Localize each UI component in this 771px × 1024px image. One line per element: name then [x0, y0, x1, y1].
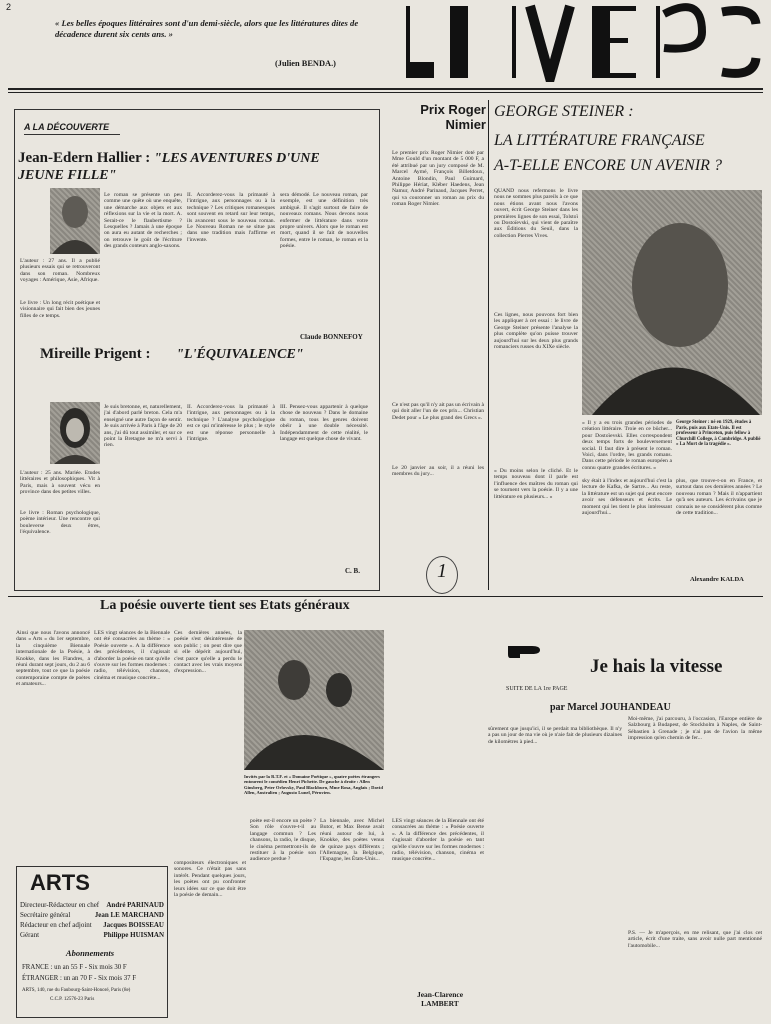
suite-label: SUITE DE LA 1re PAGE [506, 686, 568, 692]
portrait-figure [50, 402, 100, 464]
steiner-title-1: LA LITTÉRATURE FRANÇAISE [494, 132, 705, 149]
page-number: 2 [6, 2, 12, 12]
poesie-title: La poésie ouverte tient ses Etats généraux [100, 598, 350, 613]
staff-name: Jacques BOISSEAU [103, 921, 164, 929]
hallier-headline [18, 150, 368, 184]
prigent-summary: Le livre : Roman psychologique, poème intérieur. Une rencontre qui bouleverse deux êtres, l'équivalence. [20, 510, 100, 536]
portrait-figure [50, 188, 100, 254]
poesie-caption: Invités par la R.T.F. et « Domaine Poétique », quatre poètes étrangers entourent le comédien Henri Pichette. De gauche à droite : Allen Ginsberg, Peter Orlovsky, Paul Blackburn, Mme Rosa, Anglais ; David Allen, Australien ; Augusto Lunel, Péruvien. [244, 774, 383, 796]
staff-role: Directeur-Rédacteur en chef [20, 901, 100, 909]
steiner-signature: Alexandre KALDA [690, 576, 744, 583]
poesie-body-6: LES vingt séances de la Biennale ont été consacrées au thème : « Poésie ouverte ». A la différence des précédentes, il s'agissait d'aborder la poésie en tant qu'elle s'ouvre sur les formes modernes : radio, télévision, chanson, cinéma et musique concrète... [392, 818, 484, 863]
arts-staff-list [20, 900, 164, 940]
section-label: A LA DÉCOUVERTE [24, 122, 120, 135]
steiner-body-4: « Du moins selon le cliché. Et le temps nouveau dont il parle est l'influence des maîtres du roman qui se tournent vers la poésie. Il y a une littérature en plusieurs... » [494, 468, 578, 500]
jouhandeau-title: Je hais la vitesse [590, 656, 723, 677]
arts-logo: ARTS [30, 870, 90, 895]
arts-staff-row [20, 910, 164, 920]
quote-author: (Julien BENDA.) [275, 59, 336, 68]
prigent-bio: L'auteur : 25 ans. Mariée. Etudes littéraires et philosophiques. Vit à Paris, mais à souvent vécu en province dans des petites villes. [20, 470, 100, 496]
steiner-photo [582, 190, 762, 415]
staff-name: Philippe HUISMAN [103, 931, 164, 939]
staff-role: Rédacteur en chef adjoint [20, 921, 92, 929]
hallier-body-2: II. Accorderez-vous la primauté à l'intrigue, aux personnages ou à la technique ? Les critiques romanesques sont souvent en retard sur leur temps, ils avancent sous le nouveau roman. Le Nouveau Roman ne se situe pas dans une tradition mais l'affirme et l'invente. [187, 192, 275, 243]
steiner-title-2: A-T-ELLE ENCORE UN AVENIR ? [494, 157, 722, 174]
steiner-body-1: QUAND nous refermons le livre nous ne sommes plus pareils à ce que nous étions avant nous l'avons ouvert, écrit George Steiner dans les premières lignes de son essai, Tolstoï ou Dostoïevski, qui vient de paraître aux Éditions du Seuil, dans la collection Pierres Vives. [494, 188, 578, 239]
poesie-body-2: Ces dernières années, la poésie s'est désintéressée de son public ; on peut dire que si elle dépérit aujourd'hui, c'est parce qu'elle a perdu le contact avec les vrais moyens d'expression... [174, 630, 242, 675]
steiner-caption: George Steiner : né en 1929, études à Paris, puis aux Etats-Unis. Il est professeur à Princeton, puis fellow à Churchill College, à Cambridge. A publié « La Mort de la tragédie ». [676, 420, 761, 448]
prigent-title: "L'ÉQUIVALENCE" [176, 347, 304, 362]
header-quote: « Les belles époques littéraires sont d'un demi-siècle, alors que les littératures dites de décadence durent six cents ans. » [55, 18, 359, 39]
prix-title: Prix Roger Nimier [420, 102, 486, 132]
prigent-body-1: Je suis bretonne, et, naturellement, j'ai d'abord parlé breton. Cela m'a enseigné une autre façon de sentir. Je suis arrivée à Paris à l'âge de 20 ans, j'ai dû tout assimiler, et sur ce point la Bretagne ne m'a servi à rien. [104, 404, 182, 449]
prigent-body-2: II. Accorderez-vous la primauté à l'intrigue, aux personnages ou à la technique ? L'analyse psychologique est ce qui m'intéresse le plus ; le style est une réponse personnelle à l'intrigue. [187, 404, 275, 443]
handwritten-mark: 1 [437, 560, 447, 582]
hallier-title: "LES AVENTURES D'UNE JEUNE FILLE" [18, 151, 320, 183]
arts-address: ARTS, 140, rue du Faubourg-Saint-Honoré, Paris (8e) [22, 988, 131, 993]
arts-staff-row [20, 900, 164, 910]
poets-figures [244, 630, 384, 770]
hallier-body-1: Le roman se présente un peu comme une quête où une enquête, une démarche aux objets et aux réflexions sur la vie et la mort. A. Serait-ce le flaubertisme ? Lesquelles ? Jamais à une époque on aura eu autant de recherches ; on retrouve le goût de l'écriture des grands conteurs anglo-saxons. [104, 192, 182, 250]
staff-role: Gérant [20, 931, 40, 939]
arts-ccp: C.C.P. 12576-23 Paris [50, 997, 95, 1002]
arts-staff-row [20, 930, 164, 940]
prigent-author: Mireille Prigent : [40, 346, 151, 362]
poesie-body-5: La biennale, avec Michel Butor, et Max Bense avait réuni autour de lui, à Knokke, des poètes venus de quinze pays différents ; l'Allemagne, la Belgique, l'Espagne, les États-Unis... [320, 818, 384, 863]
steiner-body-3: « Il y a eu trois grandes périodes de création littéraire. Troie en ce bûcher... pour Dostoïevski. Elles correspondent deux temps forts de bouleversement social. Il faut dire à présent le roman. Voici, dans l'ordre, les grands romans. Dans cette période le roman européen a connu quatre grandes écritures. » [582, 420, 672, 471]
prix-body-2: Ce n'est pas qu'il n'y ait pas un écrivain à qui doit aller l'un de ces prix... Christian Dedet pour « Le plus grand des Grecs ». [392, 402, 484, 421]
hallier-bio: L'auteur : 27 ans. Il a publié plusieurs essais qui se retrouveront dans son roman. Nombreux voyages : Amérique, Asie, Afrique. [20, 258, 100, 284]
hallier-body-3: sera démodé. Le nouveau roman, par exemple, est une définition très ambiguë. Il s'agit surtout de faire de nouveaux romans. Nous devons nous enfermer de littérature dans votre propre univers. Alors que le roman est mort, quand il se fait de nouvelles formes, entre le roman, le roman et la poésie. [280, 192, 368, 250]
staff-role: Secrétaire général [20, 911, 71, 919]
poesie-photo [244, 630, 384, 770]
jouhandeau-author: par Marcel JOUHANDEAU [550, 702, 671, 713]
prix-body-3: Le 20 janvier au soir, il a réuni les membres du jury... [392, 465, 484, 478]
masthead-livres-logo [402, 2, 762, 82]
poesie-body-4: poète est-il encore un poète ? Son rôle s'ouvre-t-il au langage commun ? Les chansons, la radio, le disque, le cinéma permettront-ils de restituer à la poésie son audience perdue ? [250, 818, 316, 863]
poesie-signature: Jean-Clarence LAMBERT [416, 990, 464, 1008]
prix-body-1: Le premier prix Roger Nimier doté par Mme Gould d'un montant de 5 000 F, a été attribué par un jury composé de M. Marcel Aymé, François Billetdoux, Antoine Blondin, Paul Guimard, Philippe Hériat, Kléber Haedens, Jean Namur, André Parinaud, Jacques Perret, qui va couronner un roman au prix du roman Roger Nimier. [392, 150, 484, 208]
hallier-author: Jean-Edern Hallier : [18, 150, 151, 166]
steiner-author: GEORGE STEINER : [494, 103, 634, 120]
staff-name: André PARINAUD [106, 901, 164, 909]
poesie-body-3: compositeurs électroniques et sonores. Ce n'était pas sans intérêt. Pendant quelques jours, les poètes ont pu confronter leurs idées sur ce que doit être la poésie de demain... [174, 860, 246, 899]
abonnement-etranger: ÉTRANGER : un an 70 F - Six mois 37 F [22, 975, 137, 982]
poesie-intro: Ainsi que nous l'avons annoncé dans « Arts » du 1er septembre, la cinquième Biennale internationale de la Poésie, à Knokke, dans les Flandres, a réuni durant sept jours, du 2 au 6 septembre, tout ce que la poésie contemporaine compte de poètes et amateurs... [16, 630, 90, 688]
hallier-photo [50, 188, 100, 254]
steiner-body-5: sky était à l'index et aujourd'hui c'est la lecture de Kafka, de Sartre... Au reste, la littérature est un sujet qui peut encore avoir ses défenseurs et écrits. Le moment qui les tient le plus intéressant aujourd'hui... [582, 478, 672, 517]
prigent-photo [50, 402, 100, 464]
jouhandeau-body-1: sûrement que jusqu'ici, il se perdait ma bibliothèque. Il n'y a pas un jour de ma vie où je n'aie fait de plusieurs dizaines de kilomètres à pied... [488, 726, 622, 745]
abonnement-france: FRANCE : un an 55 F - Six mois 30 F [22, 964, 127, 971]
jouhandeau-body-2: Moi-même, j'ai parcouru, à l'occasion, l'Europe entière de Salzbourg à Budapest, de Stockholm à Naples, de Saint-Sébastien à Grenade ; je n'ai pas de l'avion la même impression qu'en chemin de fer... [628, 716, 762, 742]
prigent-body-3: III. Pensez-vous appartenir à quelque chose de nouveau ? Dans le domaine du roman, tous les genres doivent obéir à une double nécessité. Indépendamment de cette réalité, le langage est quelque chose de vivant. [280, 404, 368, 443]
prigent-headline [40, 346, 370, 363]
prigent-signature: C. B. [345, 567, 360, 575]
jouhandeau-body-3: P.S. — Je m'aperçois, en me relisant, que j'ai clos cet article, écrit d'une traite, sans avoir nulle part mentionné l'automobile... [628, 930, 762, 949]
staff-name: Jean LE MARCHAND [94, 911, 164, 919]
abonnements-title: Abonnements [65, 948, 115, 958]
hallier-summary: Le livre : Un long récit poétique et visionnaire qui fait bien des jeunes filles de ce temps. [20, 300, 100, 319]
pointing-hand-icon-svg [506, 640, 546, 660]
portrait-figure [582, 190, 762, 415]
pointing-hand-icon [506, 640, 546, 660]
steiner-body-6: plus, que trouve-t-on en France, et surtout dans ces dernières années ? Le nouveau roman ? Mais il n'appartient qu'à ses auteurs. Les écrivains que je connais ne se considèrent plus comme de cette tradition... [676, 478, 762, 517]
poesie-body-1: LES vingt séances de la Biennale ont été consacrées au thème : « Poésie ouverte ». A la différence des précédentes, il s'agissait d'aborder la poésie en tant qu'elle s'ouvre sur les formes modernes : radio, télévision, chanson, cinéma et musique concrète... [94, 630, 170, 681]
hallier-signature: Claude BONNEFOY [300, 333, 363, 341]
arts-staff-row [20, 920, 164, 930]
steiner-body-2: Ces lignes, nous pouvons fort bien les appliquer à cet essai : le livre de George Steiner présente l'analyse la plus complète qu'on puisse trouver aujourd'hui sur les deux plus grands romanciers russes du XIXe siècle. [494, 312, 578, 351]
masthead-livres [402, 2, 762, 82]
